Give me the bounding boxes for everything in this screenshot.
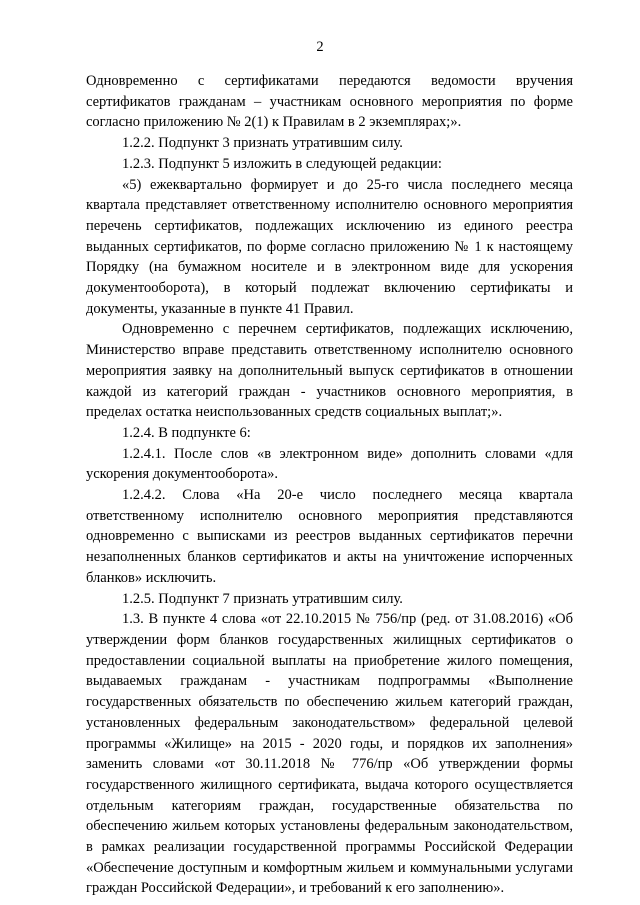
paragraph: 1.2.5. Подпункт 7 признать утратившим силу. (122, 590, 403, 607)
paragraph: 1.2.4. В подпункте 6: (122, 424, 251, 441)
paragraph: Одновременно с сертификатами передаются ведомости вручения сертификатов гражданам – участникам основного мероприятия по форме согласно приложению № 2(1) к Правилам в 2 экземплярах;». (86, 73, 573, 131)
document-body (86, 71, 573, 899)
paragraph: Одновременно с перечнем сертификатов, подлежащих исключению, Министерство вправе представить ответственному исполнителю основного мероприятия заявку на дополнительный выпуск сертификатов в отношении каждой из категорий граждан - участников основного мероприятия, в пределах остатка неиспользованных средств социальных выплат;». (86, 321, 573, 421)
paragraph: 1.3. В пункте 4 слова «от 22.10.2015 № 756/пр (ред. от 31.08.2016) «Об утверждении форм бланков государственных жилищных сертификатов о предоставлении социальной выплаты на приобретение жилого помещения, выдаваемых гражданам - участникам подпрограммы «Выполнение государственных обязательств по обеспечению жильем категорий граждан, установленных федеральным законодательством» федеральной целевой программы «Жилище» на 2015 - 2020 годы, и порядков их заполнения» заменить словами «от 30.11.2018 № 776/пр «Об утверждении формы государственного жилищного сертификата, выдача которого осуществляется отдельным категориям граждан, государственные обязательства по обеспечению жильем которых установлены федеральным законодательством, в рамках реализации государственной программы Российской Федерации «Обеспечение доступным и комфортным жильем и коммунальными услугами граждан Российской Федерации», и требований к его заполнению». (86, 611, 573, 897)
paragraph: 1.2.4.1. После слов «в электронном виде» дополнить словами «для ускорения документооборота». (86, 445, 573, 483)
paragraph: 1.2.4.2. Слова «На 20-е число последнего месяца квартала ответственному исполнителю основного мероприятия представляются одновременно с выписками из реестров выданных сертификатов перечни незаполненных бланков сертификатов и акты на уничтожение испорченных бланков» исключить. (86, 487, 573, 586)
page-number: 2 (316, 39, 324, 55)
paragraph: «5) ежеквартально формирует и до 25-го числа последнего месяца квартала представляет ответственному исполнителю основного мероприятия перечень сертификатов, подлежащих исключению из единого реестра выданных сертификатов, по форме согласно приложению № 1 к настоящему Порядку (на бумажном носителе и в электронном виде для ускорения документооборота), в который подлежат включению сертификаты и документы, указанные в пункте 41 Правил. (86, 176, 573, 317)
paragraph: 1.2.3. Подпункт 5 изложить в следующей редакции: (122, 155, 442, 172)
paragraph: 1.2.2. Подпункт 3 признать утратившим силу. (122, 135, 403, 152)
